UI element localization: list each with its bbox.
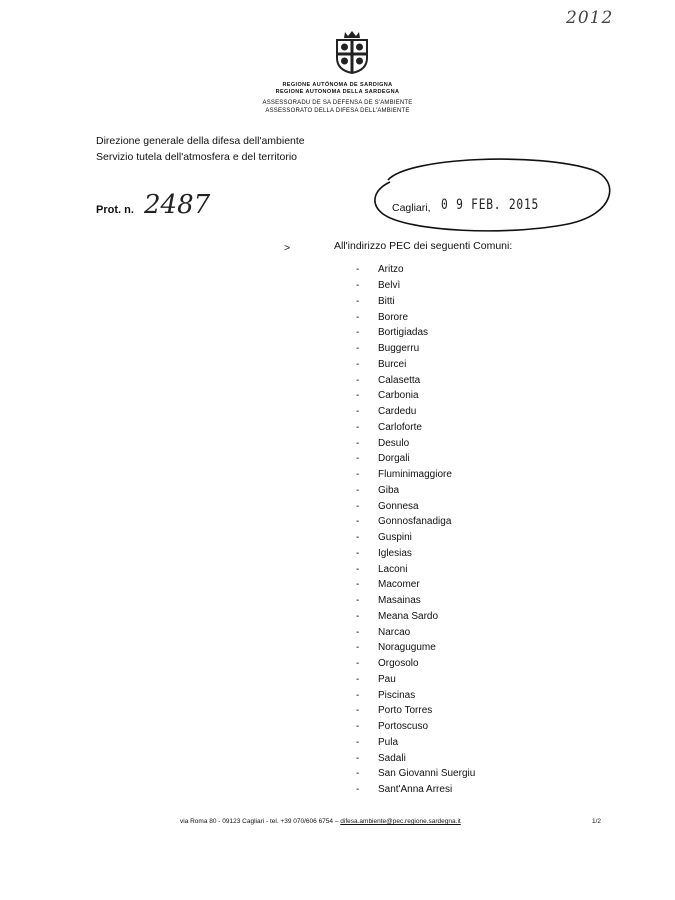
list-item	[356, 372, 475, 388]
list-item	[356, 735, 475, 751]
list-bullet: -	[356, 595, 360, 607]
direction-line-2: Servizio tutela dell'atmosfera e del territorio	[96, 151, 298, 163]
coat-of-arms-icon	[333, 30, 371, 74]
recipient-marker: >	[284, 242, 291, 254]
comune-name: Bitti	[378, 295, 395, 307]
list-item	[356, 341, 475, 357]
list-bullet: -	[356, 453, 360, 465]
list-bullet: -	[356, 374, 360, 386]
list-item	[356, 719, 475, 735]
list-item	[356, 593, 475, 609]
list-item	[356, 483, 475, 499]
direction-line-1: Direzione generale della difesa dell'ambiente	[96, 135, 305, 147]
list-bullet: -	[356, 327, 360, 339]
protocol-number: 2487	[144, 190, 211, 220]
list-bullet: -	[356, 358, 360, 370]
list-item	[356, 514, 475, 530]
list-bullet: -	[356, 343, 360, 355]
comune-name: Burcei	[378, 358, 407, 370]
list-bullet: -	[356, 736, 360, 748]
comune-name: Calasetta	[378, 374, 421, 386]
list-item	[356, 278, 475, 294]
list-item	[356, 703, 475, 719]
list-bullet: -	[356, 264, 360, 276]
comune-name: Piscinas	[378, 689, 416, 701]
list-item	[356, 546, 475, 562]
list-item	[356, 498, 475, 514]
list-bullet: -	[356, 673, 360, 685]
list-bullet: -	[356, 311, 360, 323]
comune-name: Sant'Anna Arresi	[378, 784, 453, 796]
list-item	[356, 530, 475, 546]
comune-name: Gonnesa	[378, 500, 419, 512]
list-item	[356, 467, 475, 483]
date-stamp: 0 9 FEB. 2015	[441, 197, 540, 213]
comune-name: Masainas	[378, 595, 421, 607]
list-item	[356, 262, 475, 278]
comune-name: Portoscuso	[378, 721, 429, 733]
list-item	[356, 687, 475, 703]
list-bullet: -	[356, 626, 360, 638]
comune-name: Aritzo	[378, 264, 404, 276]
list-bullet: -	[356, 500, 360, 512]
region-name-sardinian: REGIONE AUTÒNOMA DE SARDIGNA	[282, 82, 393, 88]
list-item	[356, 435, 475, 451]
list-bullet: -	[356, 768, 360, 780]
list-bullet: -	[356, 532, 360, 544]
comune-name: Desulo	[378, 437, 410, 449]
handwritten-oval	[368, 152, 616, 234]
comune-name: Pau	[378, 673, 396, 685]
place-label: Cagliari,	[392, 202, 431, 214]
comune-name: Sadali	[378, 752, 406, 764]
list-bullet: -	[356, 516, 360, 528]
footer-address	[180, 818, 461, 825]
comune-name: Borore	[378, 311, 409, 323]
list-bullet: -	[356, 689, 360, 701]
list-bullet: -	[356, 752, 360, 764]
list-item	[356, 561, 475, 577]
list-bullet: -	[356, 563, 360, 575]
comune-name: Macomer	[378, 579, 420, 591]
list-item	[356, 404, 475, 420]
comune-name: Bortigiadas	[378, 327, 429, 339]
list-bullet: -	[356, 610, 360, 622]
list-bullet: -	[356, 547, 360, 559]
comune-name: Cardedu	[378, 406, 417, 418]
comune-name: Noragugume	[378, 642, 436, 654]
assessorate-italian: ASSESSORATO DELLA DIFESA DELL'AMBIENTE	[265, 108, 410, 114]
comune-name: Iglesias	[378, 547, 412, 559]
comune-name: Buggerru	[378, 343, 420, 355]
protocol-label: Prot. n.	[96, 204, 134, 216]
list-item	[356, 656, 475, 672]
comune-name: Porto Torres	[378, 705, 433, 717]
list-bullet: -	[356, 721, 360, 733]
list-item	[356, 357, 475, 373]
list-item	[356, 294, 475, 310]
list-item	[356, 451, 475, 467]
comune-name: Belvì	[378, 280, 401, 292]
list-item	[356, 325, 475, 341]
list-bullet: -	[356, 705, 360, 717]
list-item	[356, 750, 475, 766]
list-item	[356, 766, 475, 782]
comune-name: Fluminimaggiore	[378, 469, 452, 481]
page-number: 1/2	[592, 818, 602, 825]
comune-name: Narcao	[378, 626, 411, 638]
comune-name: San Giovanni Suergiu	[378, 768, 476, 780]
list-bullet: -	[356, 658, 360, 670]
list-bullet: -	[356, 295, 360, 307]
comune-name: Guspini	[378, 532, 412, 544]
region-name-italian: REGIONE AUTONOMA DELLA SARDEGNA	[275, 89, 400, 95]
list-bullet: -	[356, 421, 360, 433]
recipients-intro: All'indirizzo PEC dei seguenti Comuni:	[334, 240, 513, 252]
list-bullet: -	[356, 469, 360, 481]
list-item	[356, 640, 475, 656]
comune-name: Carbonia	[378, 390, 419, 402]
list-item	[356, 624, 475, 640]
comune-name: Pula	[378, 736, 399, 748]
list-bullet: -	[356, 784, 360, 796]
handwritten-year: 2012	[566, 8, 614, 28]
comuni-list	[356, 262, 475, 798]
comune-name: Carloforte	[378, 421, 422, 433]
comune-name: Giba	[378, 484, 400, 496]
assessorate-sardinian: ASSESSORADU DE SA DEFENSA DE S'AMBIENTE	[262, 100, 413, 106]
list-item	[356, 388, 475, 404]
comune-name: Dorgali	[378, 453, 410, 465]
list-bullet: -	[356, 390, 360, 402]
comune-name: Gonnosfanadiga	[378, 516, 452, 528]
list-bullet: -	[356, 642, 360, 654]
list-item	[356, 672, 475, 688]
list-bullet: -	[356, 484, 360, 496]
list-item	[356, 420, 475, 436]
list-item	[356, 782, 475, 798]
list-bullet: -	[356, 280, 360, 292]
list-bullet: -	[356, 406, 360, 418]
list-item	[356, 609, 475, 625]
list-item	[356, 309, 475, 325]
footer-address-text: via Roma 80 - 09123 Cagliari - tel. +39 070/606 6754 –	[180, 818, 341, 825]
comune-name: Laconi	[378, 563, 408, 575]
list-bullet: -	[356, 437, 360, 449]
comune-name: Orgosolo	[378, 658, 419, 670]
footer-email-link[interactable]: difesa.ambiente@pec.regione.sardegna.it	[340, 818, 461, 825]
comune-name: Meana Sardo	[378, 610, 439, 622]
list-bullet: -	[356, 579, 360, 591]
list-item	[356, 577, 475, 593]
